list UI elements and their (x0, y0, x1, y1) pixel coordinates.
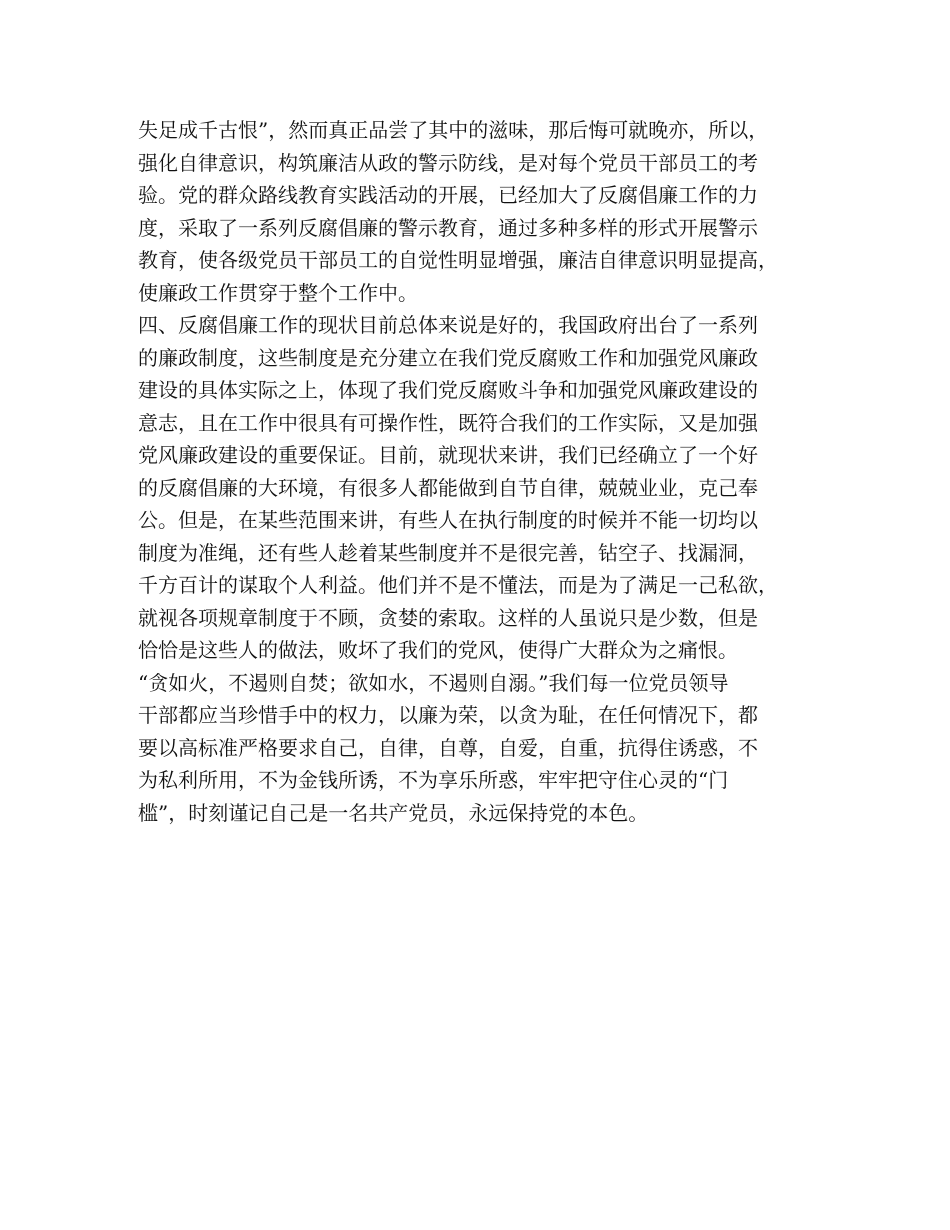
text-line: 为私利所用，不为金钱所诱，不为享乐所惑，牢牢把守住心灵的“门 (138, 768, 729, 792)
text-line: 意志，且在工作中很具有可操作性，既符合我们的工作实际，又是加强 (138, 410, 758, 435)
text-line: 干部都应当珍惜手中的权力，以廉为荣，以贪为耻，在任何情况下，都 (138, 703, 758, 727)
text-line: 制度为准绳，还有些人趁着某些制度并不是很完善，钻空子、找漏洞， (138, 540, 758, 565)
text-line: 恰恰是这些人的做法，败坏了我们的党风，使得广大群众为之痛恨。 (138, 638, 738, 662)
text-line: 公。但是，在某些范围来讲，有些人在执行制度的时候并不能一切均以 (138, 508, 758, 532)
text-line: “贪如火，不遏则自焚；欲如水，不遏则自溺。”我们每一位党员领导 (138, 670, 729, 695)
text-line: 要以高标准严格要求自己，自律，自尊，自爱，自重，抗得住诱惑，不 (138, 735, 758, 760)
text-line: 槛”，时刻谨记自己是一名共产党员，永远保持党的本色。 (138, 800, 649, 825)
text-line: 千方百计的谋取个人利益。他们并不是不懂法，而是为了满足一己私欲， (138, 573, 778, 597)
text-line: 的反腐倡廉的大环境，有很多人都能做到自节自律，兢兢业业，克己奉 (138, 475, 758, 500)
text-line: 教育，使各级党员干部员工的自觉性明显增强，廉洁自律意识明显提高， (138, 248, 778, 272)
text-line: 的廉政制度，这些制度是充分建立在我们党反腐败工作和加强党风廉政 (138, 345, 758, 370)
text-line: 党风廉政建设的重要保证。目前，就现状来讲，我们已经确立了一个好 (138, 443, 758, 467)
text-line: 强化自律意识，构筑廉洁从政的警示防线，是对每个党员干部员工的考 (138, 150, 758, 175)
text-line: 验。党的群众路线教育实践活动的开展，已经加大了反腐倡廉工作的力 (138, 183, 758, 207)
text-line: 失足成千古恨”，然而真正品尝了其中的滋味，那后悔可就晚亦，所以， (138, 118, 769, 142)
text-line: 四、反腐倡廉工作的现状目前总体来说是好的，我国政府出台了一系列 (138, 313, 758, 337)
text-line: 建设的具体实际之上，体现了我们党反腐败斗争和加强党风廉政建设的 (138, 378, 758, 402)
text-line: 就视各项规章制度于不顾，贪婪的索取。这样的人虽说只是少数，但是 (138, 605, 758, 630)
body-text (138, 114, 838, 829)
text-line: 使廉政工作贯穿于整个工作中。 (138, 280, 418, 305)
text-line: 度，采取了一系列反腐倡廉的警示教育，通过多种多样的形式开展警示 (138, 215, 758, 240)
